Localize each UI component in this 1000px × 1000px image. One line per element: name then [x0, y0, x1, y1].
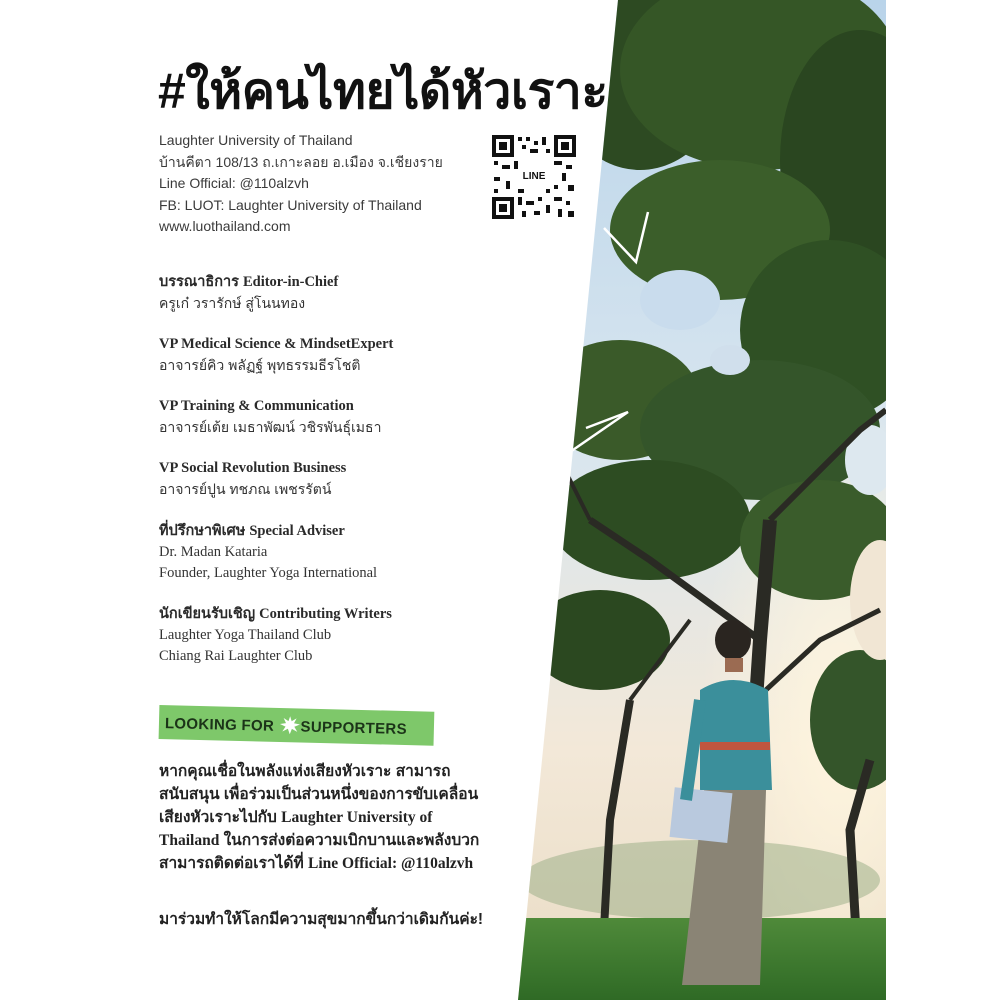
credit-title-en: Editor-in-Chief [242, 274, 339, 290]
credit-org: Founder, Laughter Yoga International [159, 565, 378, 581]
credit-editor [159, 272, 559, 314]
supporters-banner [159, 705, 435, 746]
credit-adviser [159, 521, 559, 584]
closing-message: มาร่วมทำให้โลกมีความสุขมากขึ้นกว่าเดิมกันค่ะ! [159, 911, 484, 928]
credit-medical [159, 334, 559, 376]
credit-writer: Chiang Rai Laughter Club [159, 648, 313, 664]
credit-training [159, 396, 559, 438]
appeal-org: Thailand [159, 832, 220, 849]
appeal-line: หากคุณเชื่อในพลังแห่งเสียงหัวเราะ สามารถ [159, 763, 451, 780]
credit-name: ครูเก๋ วรารักษ์ สู่โนนทอง [159, 295, 306, 311]
qr-line-label: LINE [519, 170, 549, 184]
org-name: Laughter University of Thailand [159, 132, 353, 148]
credit-title: VP Social Revolution Business [159, 460, 347, 476]
credit-name: อาจารย์คิว พลัฏฐ์ พุทธรรมธีรโชติ [159, 357, 361, 373]
facebook-page[interactable]: FB: LUOT: Laughter University of Thailand [159, 196, 422, 213]
appeal-line [159, 852, 539, 875]
credit-title-th: บรรณาธิการ [159, 274, 243, 290]
appeal-line-official[interactable]: Line Official: @110alzvh [308, 855, 474, 872]
credit-title-th: ที่ปรึกษาพิเศษ [159, 523, 250, 539]
appeal-text: ในการส่งต่อความเบิกบานและพลังบวก [219, 832, 480, 849]
line-official[interactable]: Line Official: @110alzvh [159, 175, 309, 192]
credit-name: อาจารย์เต้ย เมธาพัฒน์ วชิรพันธุ์เมธา [159, 419, 382, 435]
headline: #ให้คนไทยได้หัวเราะ [158, 63, 608, 119]
banner-text-part2: SUPPORTERS [300, 718, 408, 739]
address: บ้านคีตา 108/13 ถ.เกาะลอย อ.เมือง จ.เชียงราย [159, 153, 443, 170]
appeal-text: สามารถติดต่อเราได้ที่ [159, 855, 309, 872]
credit-title [159, 272, 559, 293]
support-appeal [159, 760, 539, 875]
appeal-line [159, 829, 539, 852]
credit-writers [159, 604, 559, 667]
credit-title [159, 604, 559, 625]
website-link[interactable]: www.luothailand.com [159, 218, 291, 235]
credit-writer: Laughter Yoga Thailand Club [159, 627, 332, 643]
contact-block [159, 130, 479, 238]
appeal-text: เสียงหัวเราะไปกับ [159, 809, 282, 826]
qr-code-icon[interactable] [492, 135, 576, 219]
credit-name: Dr. Madan Kataria [159, 544, 268, 560]
credit-title: VP Training & Communication [159, 398, 354, 414]
credit-title [159, 521, 559, 542]
credit-title: VP Medical Science & MindsetExpert [159, 336, 394, 352]
appeal-line [159, 806, 539, 829]
credit-name: อาจารย์ปูน ทชภณ เพชรรัตน์ [159, 481, 332, 497]
credit-title-en: Contributing Writers [259, 606, 392, 622]
credit-title-th: นักเขียนรับเชิญ [159, 606, 260, 622]
appeal-line: สนับสนุน เพื่อร่วมเป็นส่วนหนึ่งของการขับเคลื่อน [159, 786, 479, 803]
credit-social [159, 458, 559, 500]
starburst-icon [278, 716, 300, 735]
credit-title-en: Special Adviser [249, 523, 345, 539]
appeal-org: Laughter University of [281, 809, 433, 826]
banner-text-part1: LOOKING FOR [164, 715, 279, 735]
